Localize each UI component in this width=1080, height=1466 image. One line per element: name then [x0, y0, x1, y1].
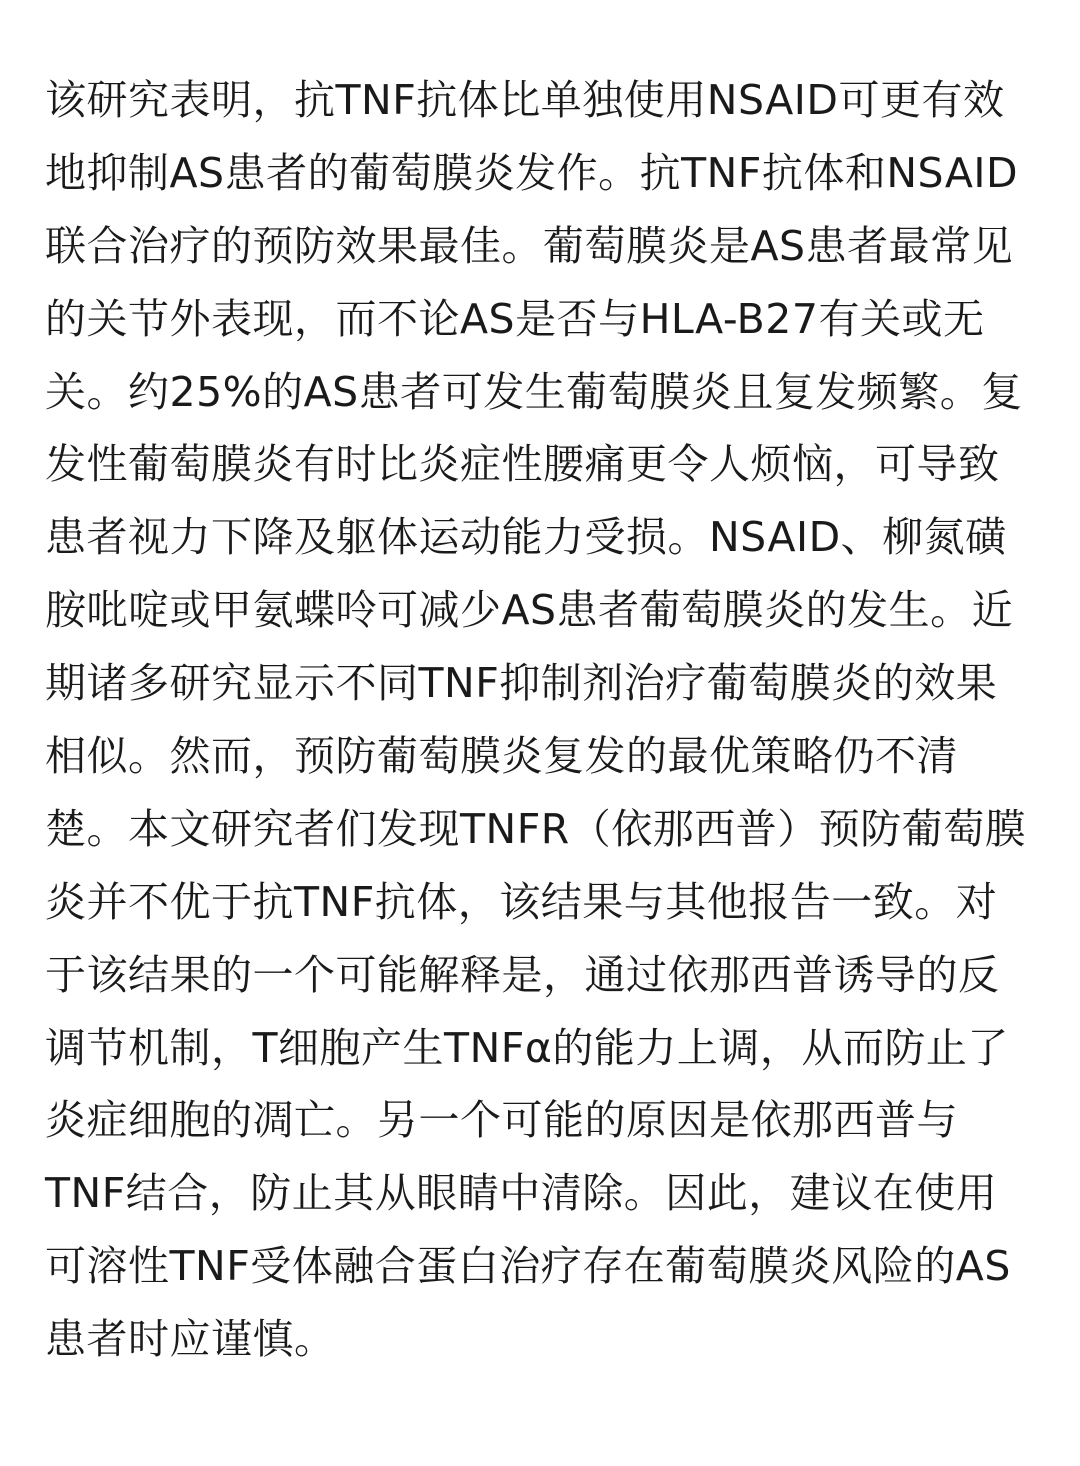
text-line: 期诸多研究显示不同TNF抑制剂治疗葡萄膜炎的效果	[45, 659, 998, 708]
text-line: 炎症细胞的凋亡。另一个可能的原因是依那西普与	[45, 1096, 958, 1145]
text-line: 炎并不优于抗TNF抗体，该结果与其他报告一致。对	[45, 877, 998, 926]
text-line: 可溶性TNF受体融合蛋白治疗存在葡萄膜炎风险的AS	[45, 1242, 1011, 1291]
text-line: 该研究表明，抗TNF抗体比单独使用NSAID可更有效	[45, 76, 1005, 124]
text-line: 胺吡啶或甲氨蝶呤可减少AS患者葡萄膜炎的发生。近	[45, 586, 1014, 635]
text-line: 于该结果的一个可能解释是，通过依那西普诱导的反	[45, 950, 1000, 999]
document-body	[45, 64, 1055, 1376]
text-line: 调节机制，T细胞产生TNFα的能力上调，从而防止了	[45, 1023, 1009, 1072]
text-line: 发性葡萄膜炎有时比炎症性腰痛更令人烦恼，可导致	[45, 440, 1000, 489]
text-line: 相似。然而，预防葡萄膜炎复发的最优策略仍不清	[45, 732, 958, 781]
text-line: 患者时应谨慎。	[45, 1315, 336, 1364]
text-line: 楚。本文研究者们发现TNFR（依那西普）预防葡萄膜	[45, 804, 1027, 853]
text-line: 联合治疗的预防效果最佳。葡萄膜炎是AS患者最常见	[45, 221, 1014, 270]
text-line: 地抑制AS患者的葡萄膜炎发作。抗TNF抗体和NSAID	[45, 148, 1019, 197]
text-line: 关。约25%的AS患者可发生葡萄膜炎且复发频繁。复	[45, 367, 1023, 416]
text-line: TNF结合，防止其从眼睛中清除。因此，建议在使用	[45, 1169, 998, 1218]
text-line: 患者视力下降及躯体运动能力受损。NSAID、柳氮磺	[45, 513, 1007, 562]
text-line: 的关节外表现，而不论AS是否与HLA-B27有关或无	[45, 294, 985, 343]
